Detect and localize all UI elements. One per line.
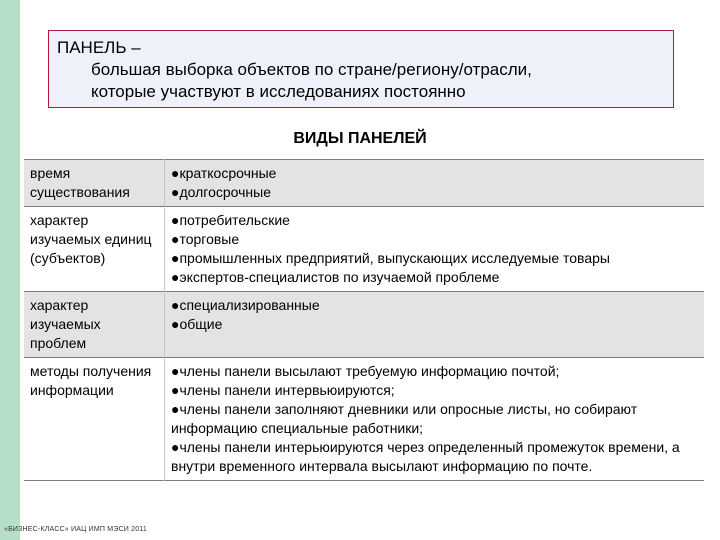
row-label: время существования bbox=[24, 160, 165, 207]
row-items bbox=[165, 207, 705, 292]
list-item: ●краткосрочные bbox=[171, 165, 277, 181]
list-item: ●члены панели интервьюируются; bbox=[171, 382, 395, 398]
table-row bbox=[24, 292, 704, 358]
list-item: ●члены панели заполняют дневники или опросные листы, но собирают информацию специальные работники; bbox=[171, 401, 638, 436]
table-row bbox=[24, 160, 704, 207]
row-items bbox=[165, 292, 705, 358]
table-row bbox=[24, 207, 704, 292]
definition-text-line: большая выборка объектов по стране/региону/отрасли, bbox=[91, 60, 532, 79]
list-item: ●общие bbox=[171, 316, 223, 332]
list-item: ●потребительские bbox=[171, 212, 290, 228]
list-item: ●члены панели высылают требуемую информацию почтой; bbox=[171, 363, 560, 379]
list-item: ●специализированные bbox=[171, 297, 320, 313]
list-item: ●промышленных предприятий, выпускающих исследуемые товары bbox=[171, 250, 610, 266]
row-label: методы получения информации bbox=[24, 358, 165, 481]
panel-kinds-table bbox=[24, 159, 704, 481]
definition-term: ПАНЕЛЬ – bbox=[57, 38, 141, 57]
row-items bbox=[165, 160, 705, 207]
row-items bbox=[165, 358, 705, 481]
list-item: ●экспертов-специалистов по изучаемой проблеме bbox=[171, 269, 500, 285]
footer-credit: «БИЗНЕС-КЛАСС» ИАЦ ИМП МЭСИ 2011 bbox=[4, 526, 147, 533]
section-title: ВИДЫ ПАНЕЛЕЙ bbox=[293, 130, 427, 147]
row-label: характер изучаемых единиц (субъектов) bbox=[24, 207, 165, 292]
definition-text-line: которые участвуют в исследованиях постоянно bbox=[91, 82, 466, 101]
table-row bbox=[24, 358, 704, 481]
list-item: ●долгосрочные bbox=[171, 184, 271, 200]
definition-box bbox=[48, 30, 674, 108]
list-item: ●торговые bbox=[171, 231, 240, 247]
row-label: характер изучаемых проблем bbox=[24, 292, 165, 358]
list-item: ●члены панели интерьюируются через определенный промежуток времени, а внутри временного интервала высылают информацию по почте. bbox=[171, 439, 680, 474]
